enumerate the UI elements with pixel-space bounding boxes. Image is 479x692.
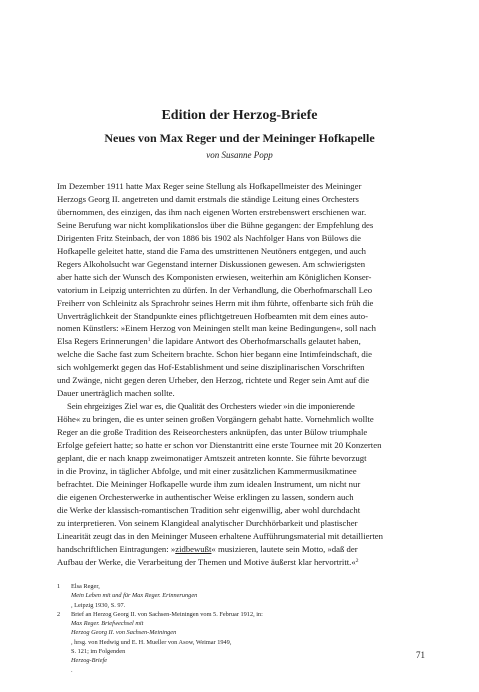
body-line: vatorium in Leipzig unterrichten zu dürfen. In der Verhandlung, die Oberhofmarschall Leo	[57, 284, 373, 295]
footnote	[57, 610, 427, 675]
footnote-number: 1	[57, 583, 61, 590]
footnote	[57, 582, 427, 610]
book-title: Mein Leben mit und für Max Reger. Erinnerungen	[71, 592, 198, 600]
page-number: 71	[416, 650, 425, 660]
author-byline: von Susanne Popp	[206, 150, 273, 160]
footnote-fragment: Brief an Herzog Georg II. von Sachsen-Meiningen vom 5. Februar 1912, in:	[71, 610, 263, 618]
body-line: Reger an die große Tradition des Reiseorchesters anknüpfen, das unter Bülow triumphale	[57, 427, 368, 438]
footnote-text	[71, 610, 427, 675]
body-line	[57, 556, 425, 569]
footnote-fragment: , hrsg. von Hedwig und E. H. Mueller von Asow, Weimar 1949,	[71, 638, 232, 646]
body-fragment: Elsa Regers Erinnerungen	[57, 336, 148, 347]
body-line	[57, 543, 425, 556]
body-line: Im Dezember 1911 hatte Max Reger seine Stellung als Hofkapellmeister des Meininger	[57, 181, 362, 191]
body-line: Hofkapelle geleitet hatte, stand die Fama des umstrittenen Neutöners entgegen, und auch	[57, 245, 367, 256]
body-line: geplant, die er nach knapp zweimonatiger Amtszeit antreten konnte. Sie führte bevorzugt	[57, 453, 367, 464]
body-line: die eigenen Orchesterwerke in authentischer Weise erklingen zu lassen, sondern auch	[57, 491, 354, 502]
article-subtitle: Neues von Max Reger und der Meininger Hofkapelle	[104, 131, 375, 145]
body-line: übernommen, des einzigen, das ihm nach eigenen Worten erstrebenswert erschienen war.	[57, 206, 367, 217]
footnote-ref: 2	[355, 557, 359, 564]
footnote-fragment: .	[71, 666, 73, 674]
footnote-number: 2	[57, 610, 61, 618]
footnote-fragment: , Leipzig 1930, S. 97.	[71, 601, 126, 609]
footnote-line	[71, 628, 427, 647]
body-line: nomen Künstlers: »Einem Herzog von Meiningen stellt man keine Bedingungen«, soll nach	[57, 323, 376, 334]
body-fragment: handschriftlichen Eintragungen: »	[57, 543, 176, 554]
body-text	[57, 180, 425, 569]
footnote-line	[71, 582, 427, 610]
body-line: Herzogs Georg II. angetreten und damit erstmals die ständige Leitung eines Orchesters	[57, 193, 359, 204]
body-line: die Werke der klassisch-romantischen Tradition sehr eigenwillig, aber wohl durchdacht	[57, 504, 361, 515]
underlined-word: zidbewußt	[175, 543, 212, 554]
body-line: Freiherr von Schleinitz als Sprachrohr seines Herrn mit ihm führte, offenbarte sich früh die	[57, 297, 374, 308]
book-title: Herzog Georg II. von Sachsen-Meiningen	[71, 629, 177, 637]
footnote-text	[71, 582, 427, 610]
body-line: Unverträglichkeit der Standpunkte eines pflichtgetreuen Hofbeamten mit dem eines auto-	[57, 310, 368, 321]
footnote-fragment: S. 121; im Folgenden	[71, 648, 126, 656]
body-line: Dirigenten Fritz Steinbach, der von 1886 bis 1902 als Nachfolger Hans von Bülows die	[57, 232, 362, 243]
footnote-line	[71, 647, 427, 675]
body-fragment: « musizieren, lautete sein Motto, »daß der	[211, 543, 358, 554]
body-fragment: Aufbau der Werke, die Verarbeitung der Themen und Motive äußerst klar hervortritt.«	[57, 556, 356, 567]
body-line: in die Provinz, in täglicher Abfolge, und mit einer zusätzlichen Kammermusikmatinee	[57, 465, 357, 476]
body-line: Linearität zeugt das in den Meininger Museen erhaltene Aufführungsmaterial mit detaillierten	[57, 530, 383, 541]
body-line: und Zwänge, nicht gegen deren Urheber, den Herzog, richtete und Reger sein Amt auf die	[57, 375, 370, 386]
body-line: Seine Berufung war nicht komplikationslos über die Bühne gegangen: der Empfehlung des	[57, 219, 374, 230]
body-line: aber hatte sich der Wunsch des Komponisten erwiesen, weiterhin am Königlichen Konser-	[57, 271, 372, 282]
body-line: Dauer unerträglich machen sollte.	[57, 388, 175, 399]
book-title: Max Reger. Briefwechsel mit	[71, 620, 144, 628]
body-line: Sein ehrgeiziges Ziel war es, die Qualität des Orchesters wieder »in die imponierende	[67, 401, 355, 412]
body-line: Erfolge gefeiert hatte; so hatte er schon vor Dienstantritt eine erste Tournee mit 20 Konzerten	[57, 440, 382, 451]
body-line: sich wohlgemerkt gegen das Hof-Establishment und seine disziplinarischen Vorschriften	[57, 362, 365, 373]
footnote-ref: 1	[147, 337, 151, 344]
body-line: Höhe« zu bringen, die es unter seinen großen Vorgängern gehabt hatte. Vornehmlich wollte	[57, 414, 374, 425]
body-line: zu interpretieren. Von seinem Klangideal analytischer Durchhörbarkeit und plastischer	[57, 517, 358, 528]
page-title: Edition der Herzog-Briefe	[161, 108, 318, 123]
footnotes	[57, 582, 427, 675]
body-line	[57, 335, 425, 348]
body-fragment: die lapidare Antwort des Oberhofmarschalls gelautet haben,	[150, 336, 361, 347]
body-line: welche die Sache fast zum Scheitern brachte. Schon hier begann eine Intimfeindschaft, die	[57, 349, 373, 360]
body-line: befrachtet. Die Meininger Hofkapelle wurde ihm zum idealen Instrument, um nicht nur	[57, 478, 361, 489]
body-line: Regers Alkoholsucht war Gegenstand interner Diskussionen gewesen. Am schwierigsten	[57, 258, 366, 269]
short-title: Herzog-Briefe	[71, 657, 108, 665]
footnote-line	[71, 610, 427, 629]
footnote-fragment: Elsa Reger,	[71, 583, 100, 590]
